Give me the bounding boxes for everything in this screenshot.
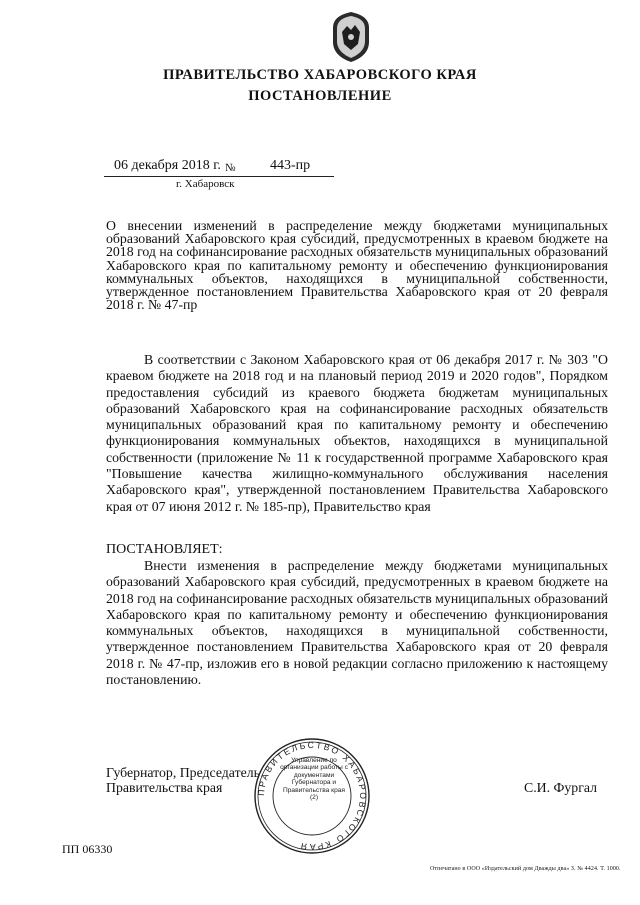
document-number: 443-пр	[270, 158, 311, 173]
stamp-number: (2)	[309, 794, 319, 802]
signatory-position	[106, 766, 260, 795]
printer-imprint: Отпечатано в ООО «Издательский дом Дважды два» З. № 4424. Т. 1000.	[430, 866, 621, 872]
document-type-title: ПОСТАНОВЛЕНИЕ	[248, 88, 392, 104]
resolves-heading: ПОСТАНОВЛЯЕТ:	[106, 542, 223, 557]
preamble-paragraph	[106, 352, 608, 515]
decree-paragraph: Внести изменения в распределение между бюджетами муниципальных образований Хабаровского края субсидий, предусмотренных в краевом бюджете на 2018 год на софинансирование расходных обязательств муниципальных образований Хабаровского края по капитальному ремонту и обеспечению функционирования коммунальных объектов, находящихся в муниципальной собственности, утвержденное постановлением Правительства Хабаровского края от 20 февраля 2018 г. № 47-пр, изложив его в новой редакции согласно приложению к настоящему постановлению.	[106, 558, 608, 688]
stamp-department: Управление по организации работы с документами Губернатора и Правительства края	[280, 757, 348, 794]
position-line-2: Правительства края	[106, 779, 223, 795]
date-number-line	[104, 158, 334, 177]
number-label: №	[225, 162, 236, 174]
document-date: 06 декабря 2018 г.	[114, 158, 221, 173]
preamble-text: В соответствии с Законом Хабаровского края от 06 декабря 2017 г. № 303 "О краевом бюджете на 2018 год и на плановый период 2019 и 2020 годов", Порядком предоставления субсидий из краевого бюджета бюджетам муниципальных образований Хабаровского края на софинансирование расходных обязательств муниципальных образований края по капитальному ремонту и обеспечению функционирования коммунальных объектов, находящихся в муниципальной собственности (приложение № 11 к государственной программе Хабаровского края "Повышение качества жилищно-коммунального обслуживания населения Хабаровского края", утвержденной постановлением Правительства Хабаровского края от 07 июня 2012 г. № 185-пр), Правительство края	[106, 352, 608, 514]
city-name: г. Хабаровск	[176, 178, 235, 190]
stamp-inner-text	[279, 757, 349, 801]
signatory-name: С.И. Фургал	[524, 780, 597, 795]
coat-of-arms-emblem	[330, 10, 372, 64]
registry-number: ПП 06330	[62, 842, 113, 856]
stamp-ring-text: ПРАВИТЕЛЬСТВО ХАБАРОВСКОГО КРАЯ	[255, 739, 369, 853]
government-title: ПРАВИТЕЛЬСТВО ХАБАРОВСКОГО КРАЯ	[163, 67, 477, 83]
document-subject: О внесении изменений в распределение между бюджетами муниципальных образований Хабаровского края субсидий, предусмотренных в краевом бюджете на 2018 год на софинансирование расходных обязательств муниципальных образований Хабаровского края по капитальному ремонту и обеспечению функционирования коммунальных объектов, находящихся в муниципальной собственности, утвержденное постановлением Правительства Хабаровского края от 20 февраля 2018 г. № 47-пр	[106, 218, 608, 313]
position-line-1: Губернатор, Председатель	[106, 765, 260, 780]
